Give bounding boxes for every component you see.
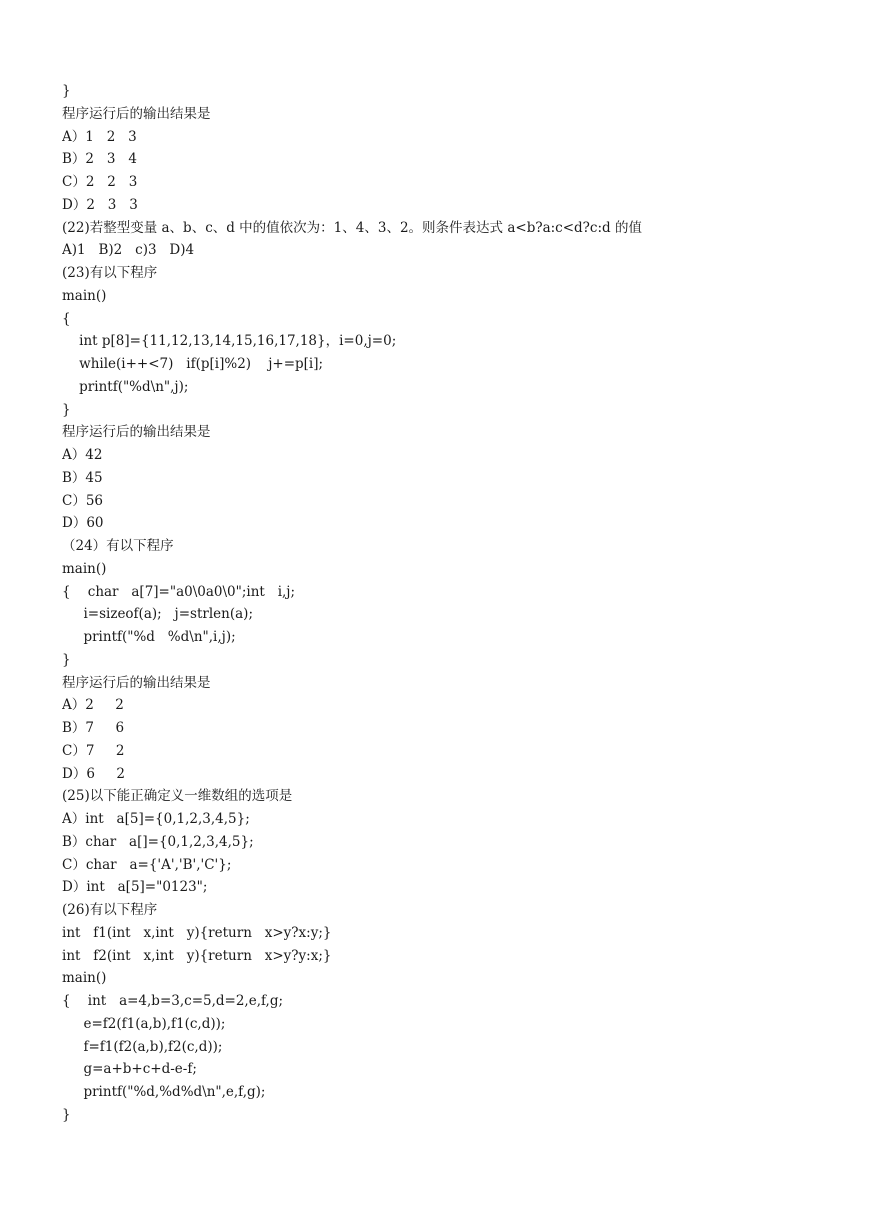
text-line: D）60 [62,515,104,532]
text-line: f=f1(f2(a,b),f2(c,d)); [62,1038,223,1055]
text-line: e=f2(f1(a,b),f1(c,d)); [62,1015,226,1032]
document-page [62,80,852,1127]
text-line: A）1 2 3 [62,128,137,145]
text-line: printf("%d\n",j); [62,378,189,395]
text-line: int f2(int x,int y){return x>y?y:x;} [62,947,332,964]
text-line: } [62,83,71,99]
text-line: 程序运行后的输出结果是 [62,105,211,122]
text-line: C）2 2 3 [62,174,138,190]
text-line: } [62,651,71,668]
text-line: B）2 3 4 [62,151,137,168]
text-line: A）int a[5]={0,1,2,3,4,5}; [62,811,250,827]
text-line: A）2 2 [62,697,124,714]
text-line: B）45 [62,469,103,486]
text-line: A)1 B)2 c)3 D)4 [62,242,195,259]
text-line: (25)以下能正确定义一维数组的选项是 [62,788,293,805]
text-line: int p[8]={11,12,13,14,15,16,17,18}，i=0,j=0; [62,333,397,350]
text-line: A）42 [62,447,103,463]
text-line: printf("%d %d\n",i,j); [62,629,236,645]
text-line: C）7 2 [62,742,125,759]
text-line: B）char a[]={0,1,2,3,4,5}; [62,833,254,850]
text-line: (23)有以下程序 [62,265,158,281]
text-line: g=a+b+c+d-e-f; [62,1061,197,1078]
text-line: D）2 3 3 [62,196,138,213]
text-line: D）6 2 [62,765,125,782]
text-line: } [62,401,71,418]
text-line: C）char a={'A','B','C'}; [62,856,232,873]
text-line: (26)有以下程序 [62,902,158,918]
text-line: { int a=4,b=3,c=5,d=2,e,f,g; [62,993,284,1009]
text-line: int f1(int x,int y){return x>y?x:y;} [62,924,332,941]
text-line: } [62,1106,71,1123]
text-line: C）56 [62,492,104,509]
text-line: { [62,310,71,327]
text-line: main() [62,560,107,577]
text-line: B）7 6 [62,720,125,736]
text-line: main() [62,970,107,987]
text-line: printf("%d,%d%d\n",e,f,g); [62,1084,266,1100]
text-line: main() [62,287,107,304]
text-line: i=sizeof(a); j=strlen(a); [62,606,253,623]
text-line: （24）有以下程序 [62,538,174,554]
text-line: { char a[7]="a0\0a0\0";int i,j; [62,583,296,600]
text-line: D）int a[5]="0123"; [62,879,208,896]
text-line: 程序运行后的输出结果是 [62,424,211,441]
text-line: 程序运行后的输出结果是 [62,674,211,691]
text-line: (22)若整型变量 a、b、c、d 中的值依次为：1、4、3、2。则条件表达式 a<b?a:c<d?c:d 的值 [62,219,642,236]
text-line: while(i++<7) if(p[i]%2) j+=p[i]; [62,356,324,372]
